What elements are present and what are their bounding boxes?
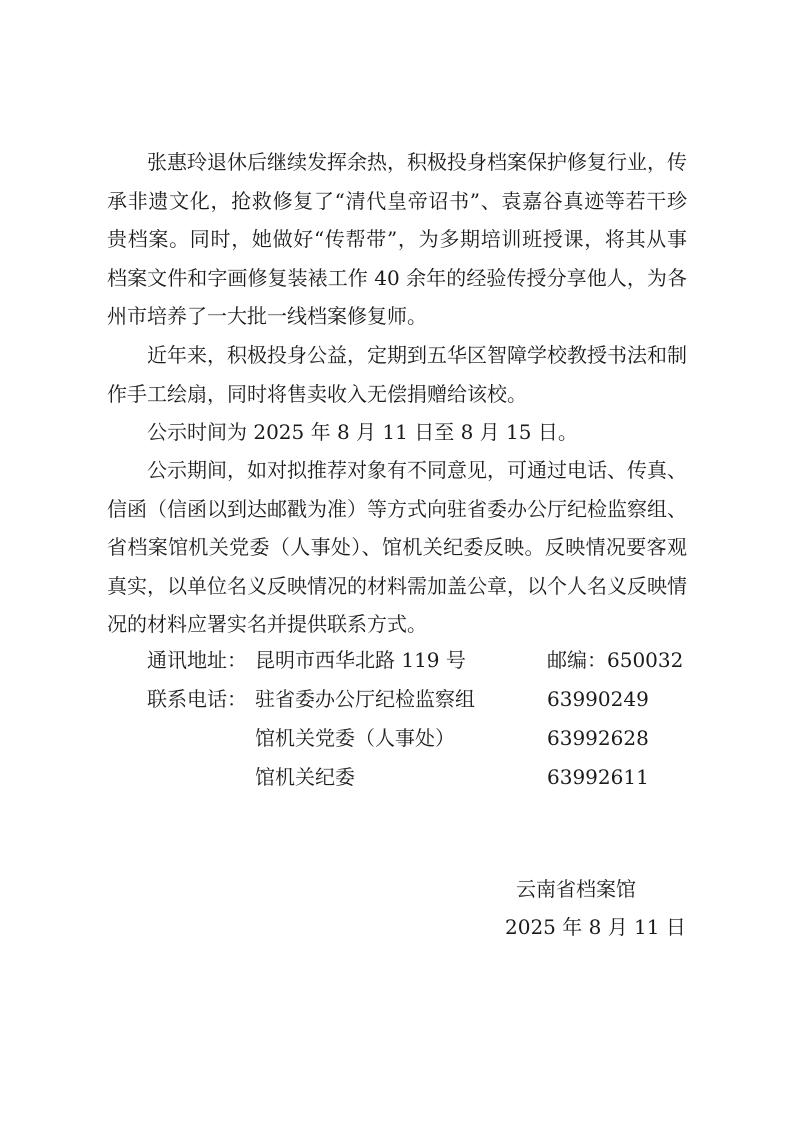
address-label: 通讯地址： <box>147 648 247 672</box>
phone-number: 63990249 <box>547 687 649 711</box>
body-paragraph: 公示时间为 2025 年 8 月 11 日至 8 月 15 日。 <box>147 420 578 444</box>
phone-row <box>147 758 707 797</box>
phone-label: 联系电话： <box>147 687 247 711</box>
signature-org: 云南省档案馆 <box>516 877 636 901</box>
signature-date: 2025 年 8 月 11 日 <box>505 915 686 939</box>
phone-number: 63992628 <box>547 726 649 750</box>
phone-number: 63992611 <box>547 765 649 789</box>
body-paragraph: 张惠玲退休后继续发挥余热，积极投身档案保护修复行业，传承非遗文化，抢救修复了“清代皇帝诏书”、袁嘉谷真迹等若干珍贵档案。同时，她做好“传帮带”，为多期培训班授课，将其从事档案文件和字画修复装裱工作 40 余年的经验传授分享他人，为各州市培养了一大批一线档案修复师。 <box>107 150 687 329</box>
postcode: 邮编：650032 <box>547 648 684 672</box>
phone-row <box>147 680 707 719</box>
phone-dept: 馆机关纪委 <box>255 765 355 789</box>
body-paragraph: 近年来，积极投身公益，定期到五华区智障学校教授书法和制作手工绘扇，同时将售卖收入无偿捐赠给该校。 <box>107 343 687 406</box>
body-paragraph: 公示期间，如对拟推荐对象有不同意见，可通过电话、传真、信函（信函以到达邮戳为准）等方式向驻省委办公厅纪检监察组、省档案馆机关党委（人事处）、馆机关纪委反映。反映情况要客观真实，以单位名义反映情况的材料需加盖公章，以个人名义反映情况的材料应署实名并提供联系方式。 <box>107 458 687 637</box>
phone-dept: 驻省委办公厅纪检监察组 <box>255 687 475 711</box>
address-value: 昆明市西华北路 119 号 <box>255 648 466 672</box>
address-row <box>147 641 707 680</box>
contact-block <box>147 641 707 797</box>
phone-dept: 馆机关党委（人事处） <box>255 726 455 750</box>
phone-row <box>147 719 707 758</box>
